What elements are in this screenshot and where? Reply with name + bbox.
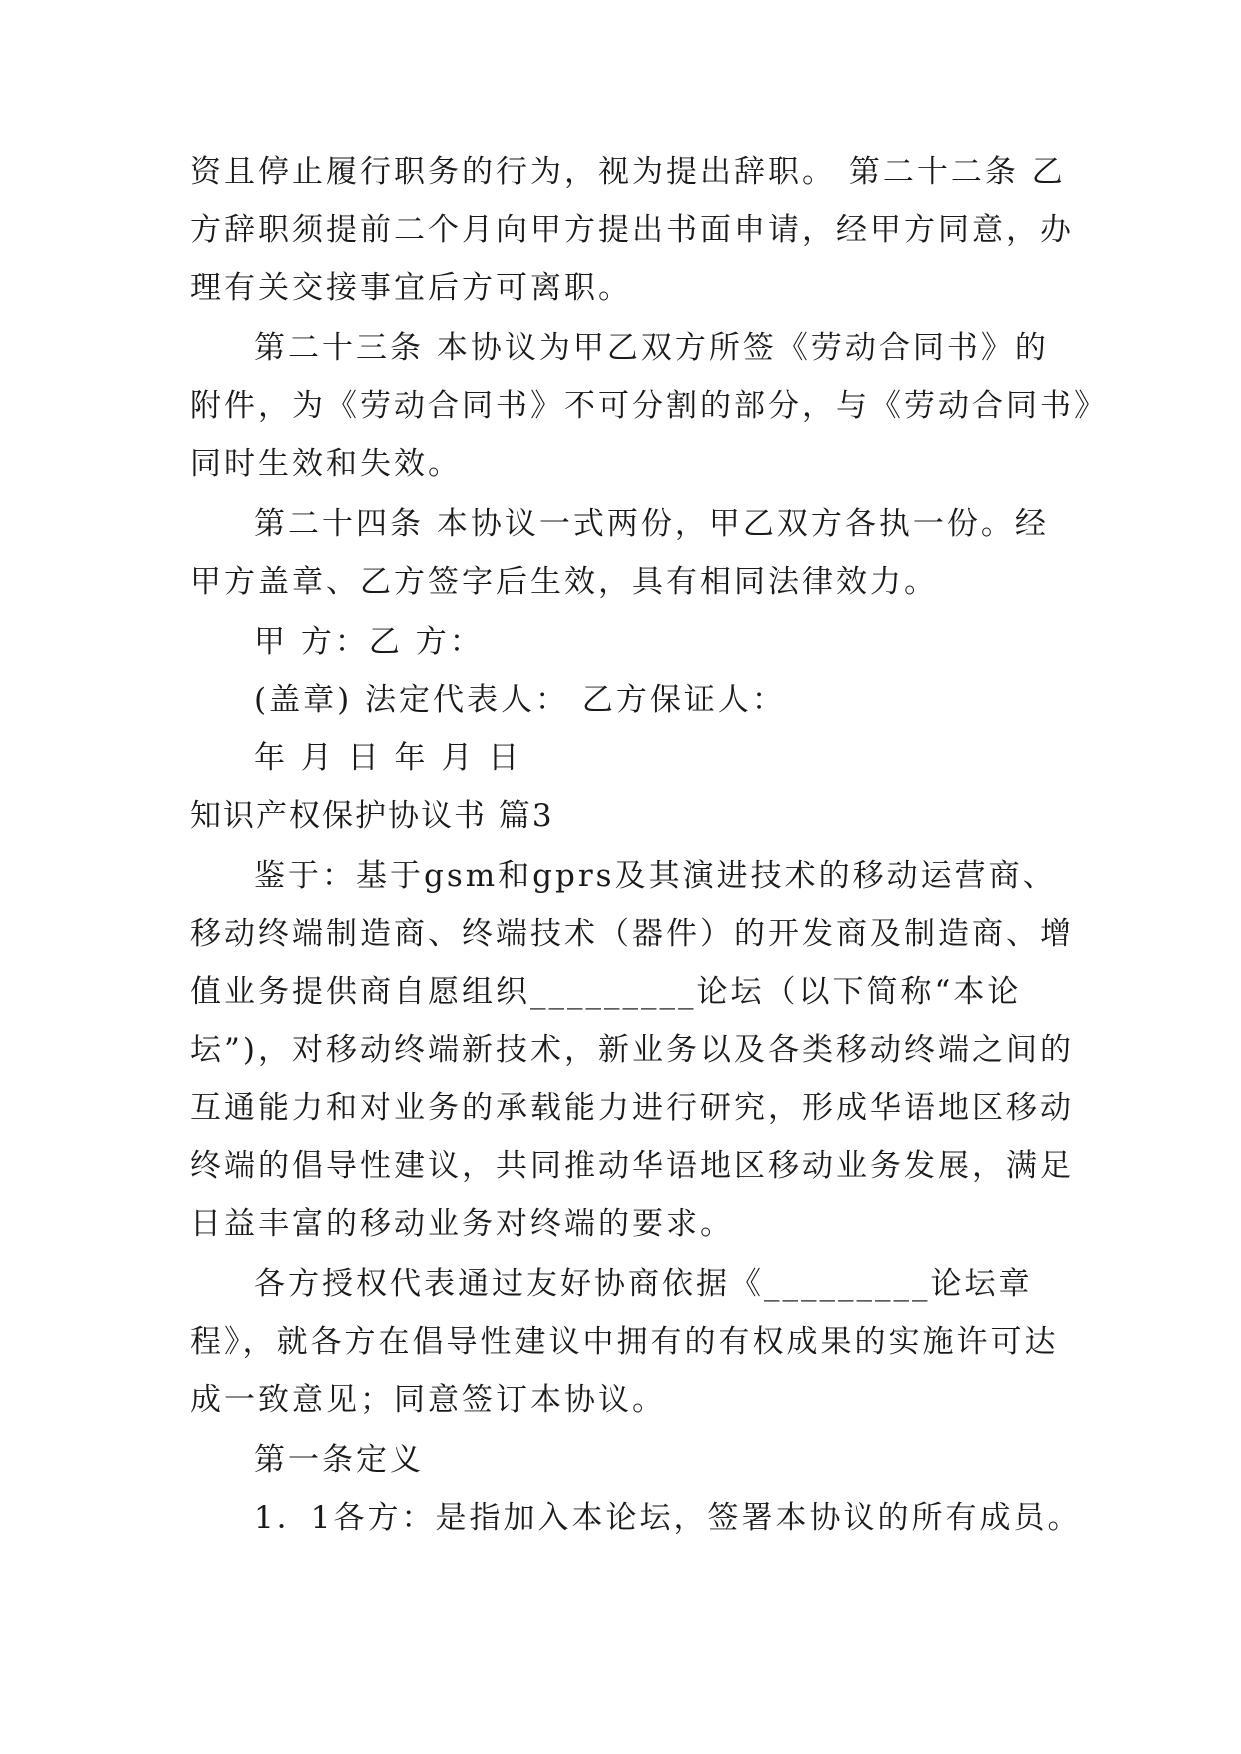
text-line: 同时生效和失效。	[190, 446, 462, 482]
text-line: 甲方盖章、乙方签字后生效，具有相同法律效力。	[190, 564, 938, 600]
text-line: 终端的倡导性建议，共同推动华语地区移动业务发展，满足	[190, 1148, 1074, 1184]
section-heading: 知识产权保护协议书 篇3	[190, 798, 554, 834]
text-line: 第二十三条 本协议为甲乙双方所签《劳动合同书》的	[254, 330, 1049, 366]
signature-date-line: 年 月 日 年 月 日	[254, 740, 523, 776]
text-line: 资且停止履行职务的行为，视为提出辞职。 第二十二条 乙	[190, 154, 1066, 190]
text-line: 日益丰富的移动业务对终端的要求。	[190, 1206, 734, 1242]
text-line: 1．1各方：是指加入本论坛，签署本协议的所有成员。	[254, 1500, 1082, 1536]
text-line: 方辞职须提前二个月向甲方提出书面申请，经甲方同意，办	[190, 212, 1074, 248]
signature-seal-line: (盖章) 法定代表人： 乙方保证人：	[254, 682, 786, 718]
signature-party-line: 甲 方：乙 方：	[254, 624, 484, 660]
text-line: 坛”)，对移动终端新技术，新业务以及各类移动终端之间的	[190, 1032, 1074, 1068]
text-line: 成一致意见；同意签订本协议。	[190, 1382, 666, 1418]
text-line: 互通能力和对业务的承载能力进行研究，形成华语地区移动	[190, 1090, 1074, 1126]
text-line: 第二十四条 本协议一式两份，甲乙双方各执一份。经	[254, 506, 1049, 542]
text-line: 附件，为《劳动合同书》不可分割的部分，与《劳动合同书》	[190, 388, 1108, 424]
text-line: 鉴于：基于gsm和gprs及其演进技术的移动运营商、	[254, 858, 1057, 894]
article-heading: 第一条定义	[254, 1442, 424, 1478]
text-line: 各方授权代表通过友好协商依据《_________论坛章	[254, 1266, 1033, 1302]
text-line: 程》，就各方在倡导性建议中拥有的有权成果的实施许可达	[190, 1324, 1059, 1360]
text-line: 移动终端制造商、终端技术（器件）的开发商及制造商、增	[190, 916, 1074, 952]
text-line: 理有关交接事宜后方可离职。	[190, 270, 632, 306]
text-line: 值业务提供商自愿组织_________论坛（以下简称“本论	[190, 974, 1022, 1010]
